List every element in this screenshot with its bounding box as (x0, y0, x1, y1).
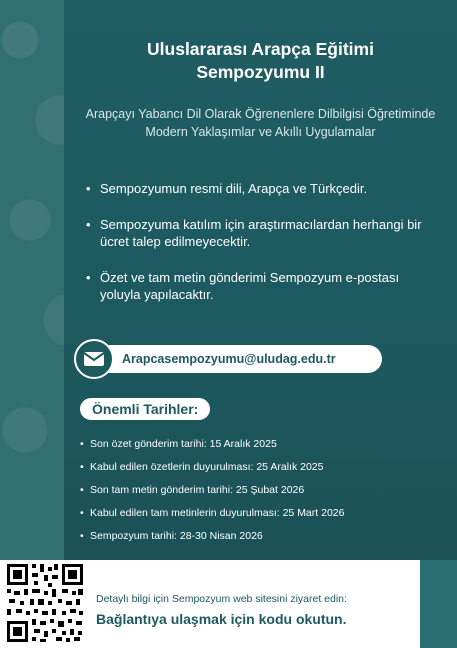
important-dates-heading: Önemli Tarihler: (80, 398, 210, 420)
title-line-1: Uluslararası Arapça Eğitimi (147, 39, 374, 59)
info-call-to-action: Bağlantıya ulaşmak için kodu okutun. (96, 611, 347, 627)
date-item: • Son özet gönderim tarihi: 15 Aralık 2025 (80, 437, 440, 451)
qr-code[interactable] (4, 561, 86, 645)
important-dates-list (80, 437, 440, 552)
info-bullets (86, 180, 436, 322)
bullet-item: • Özet ve tam metin gönderimi Sempozyum e-postası yoluyla yapılacaktır. (86, 269, 436, 303)
email-address[interactable]: Arapcasempozyumu@uludag.edu.tr (122, 352, 336, 366)
info-instruction: Detaylı bilgi için Sempozyum web sitesini ziyaret edin: (96, 593, 347, 605)
title-line-2: Sempozyumu II (196, 62, 325, 82)
date-item: • Sempozyum tarihi: 28-30 Nisan 2026 (80, 529, 440, 543)
date-item: • Kabul edilen tam metinlerin duyurulması: 25 Mart 2026 (80, 506, 440, 520)
pattern-corner (420, 560, 457, 648)
date-item: • Son tam metin gönderim tarihi: 25 Şubat 2026 (80, 483, 440, 497)
poster-title (64, 38, 457, 84)
bullet-item: • Sempozyuma katılım için araştırmacılardan herhangi bir ücret talep edilmeyecektir. (86, 216, 436, 250)
email-contact[interactable] (80, 345, 382, 373)
date-item: • Kabul edilen özetlerin duyurulması: 25 Aralık 2025 (80, 460, 440, 474)
qr-code-graphic (4, 561, 86, 645)
bullet-item: • Sempozyumun resmi dili, Arapça ve Türkçedir. (86, 180, 436, 197)
envelope-icon (74, 339, 114, 379)
poster-subtitle: Arapçayı Yabancı Dil Olarak Öğrenenlere Dilbilgisi Öğretiminde Modern Yaklaşımlar ve Akıllı Uygulamalar (85, 107, 436, 139)
